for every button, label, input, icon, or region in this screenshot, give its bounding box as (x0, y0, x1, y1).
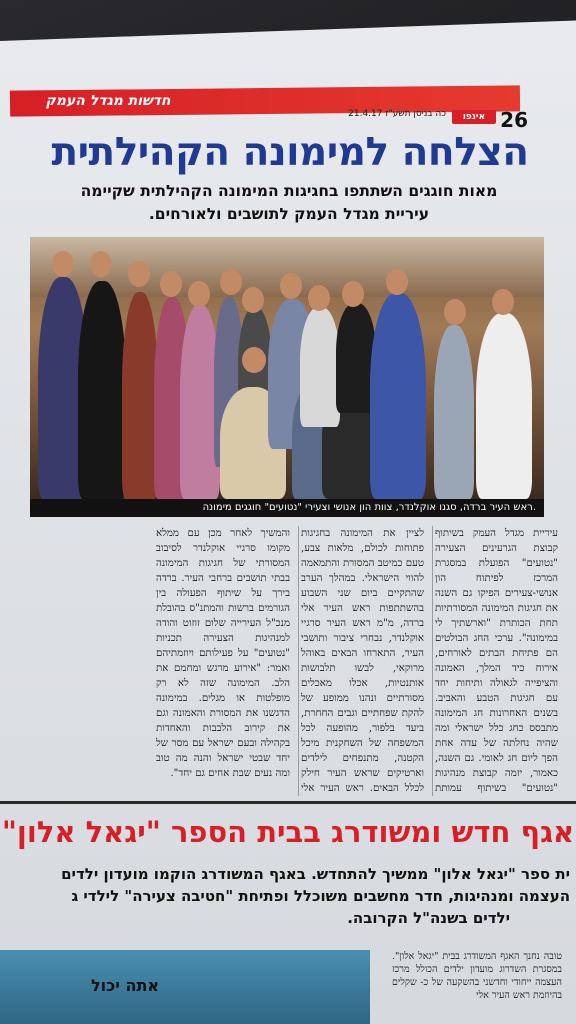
subhead-line-1: מאות חוגגים השתתפו בחגיגות המימונה הקהילתית שקיימה (80, 182, 498, 200)
article-photo (30, 237, 544, 499)
photo-person (370, 293, 426, 499)
photo-face (242, 287, 264, 313)
article2-photo-text: אתה יכול (90, 976, 160, 995)
article-headline: הצלחה למימונה הקהילתית (51, 130, 529, 175)
photo-face (444, 299, 466, 325)
photo-person (122, 292, 158, 499)
page-number: 26 (500, 108, 528, 132)
article-divider (0, 801, 576, 804)
photo-face (342, 281, 364, 307)
article2-subhead (0, 863, 576, 929)
photo-person (300, 307, 340, 427)
article2-headline: אגף חדש ומשודרג בבית הספר "יגאל אלון" (1, 815, 575, 849)
photo-face (242, 347, 266, 373)
article2-subhead-line-1: ית ספר "יגאל אלון" ממשיך להתחדש. באגף המשודרג הוקמו מועדון ילדים (61, 865, 570, 883)
photo-face (128, 261, 150, 287)
article2-subhead-line-2: העצמה ומנהיגות, חדר מחשבים משוכלל ופתיחת "חטיבה צעירה" לילדי ג (71, 887, 570, 905)
photo-person (78, 281, 126, 499)
photo-person (476, 313, 532, 499)
article-subhead (24, 180, 554, 226)
column-rule (298, 526, 299, 796)
article-column-1: עיריית מגדל העמק בשיתוף קבוצת הגרעינים הצעירה "נטועים" הפועלת במסגרת המרכז לפיתוח הון אנושי-צעירים הפיקו גם השנה את חגיגות המימונה המסורתיות תחת הכותרת "וארשתיך לי במימונה". ערכי החג הבולטים הם פתיחת הבתים לאורחים, אירוח כיד המלך, האמונה והציפייה לגאולה ותיחות יחד עם חגיגות הטבע והאביב. בשנים האחרונות חג המימונה מתבסס כחג כלל ישראלי ומה שהיה נחלתה של עדה אחת הפך ליום חג לאומי. גם השנה, כאמור, יזמה קבוצת מנהיגות "נטועים" בשיתוף עמותת (435, 528, 558, 794)
article2-column: טובה נחנך האגף המשודרג בבית "יגאל אלון". במסגרת השדרוג מועדון ילדים הכולל מרכז העצמה ייחודי וחדשני בהשקעה של כ- שקלים בהיוזמת ראש העיר אלי (392, 951, 562, 1001)
photo-face (160, 271, 182, 297)
photo-face (220, 269, 242, 295)
photo-face (492, 289, 514, 315)
brand-badge: אינפו (452, 110, 496, 124)
article2-subhead-line-3: ילדים בשנה"ל הקרובה. (347, 909, 510, 927)
photo-person (434, 325, 474, 499)
photo-face (280, 273, 302, 299)
column-rule (432, 526, 433, 796)
photo-caption: ראש העיר ברדה, סגנו אוקלנדר, צוות הון אנושי וצעירי "נטועים" חוגגים מימונה. (30, 499, 544, 517)
article2-photo (0, 950, 370, 1024)
section-label: חדשות מגדל העמק (45, 93, 171, 109)
article-column-3: והמשיך לאחר מכן עם ממלא מקומו סרגיי אוקלנדר לסיבוב המסורתי של חגיגות המימונה בבתי תושבים ברחבי העיר. ברדה בירך על שיתוף הפעולה בין הגורמים ברשות והמתנ"ס בהובלת מנכ"ל העירייה שלום זוזוט והודה למנהיגות הצעירה תכניות "נטועים" על פעילותם ויוזמתיהם ואמר: "אירוע מרגש ומחמם את הלב. המימונה שזה לא רק מופלטות או מגלים. במימונה הדגשנו את המסורת והאמונה וגם את קירוב הלבבות והאחדות בקהילה ובעם ישראל עם מסר של יחד שבטי ישראל והנה מה טוב ומה נעים שבת אחים גם יחד". (156, 528, 290, 779)
photo-face (308, 285, 330, 311)
photo-face (386, 269, 408, 295)
issue-date: כה בניסן תשע"ז 21.4.17 (348, 109, 446, 119)
subhead-line-2: עיריית מגדל העמק לתושבים ולאורחים. (148, 205, 430, 223)
photo-face (90, 251, 112, 277)
photo-face (52, 251, 74, 277)
article-column-2: לציין את המימונה בחגיגות פתוחות לכולם, מלאות צבע, טעם כמיטב המסורת והתמאמה להווי הישראלי. במהלך הערב שהתקיים ביום שני השבוע בהשתתפות ראש העיר אלי ברדה, מ"מ ראש העיר סרגיי אוקלנדר, נבחרי ציבור ותושבי העיר, התארחו הבאים באוהל מרוקאי, לבשו תלבושות אותנטיות, אכלו מאכלים מסורתיים ונהנו ממופע של להקת שפחתיים וגבים החחרת, ביעד בלפור, מהופעה לכל המשפחה של השחקנית מיכל הקטנה, מתנפחים לילדים וארטיקים שראש העיר חילק לכלל הבאים. ראש העיר אלי (301, 528, 424, 794)
photo-face (188, 281, 210, 307)
